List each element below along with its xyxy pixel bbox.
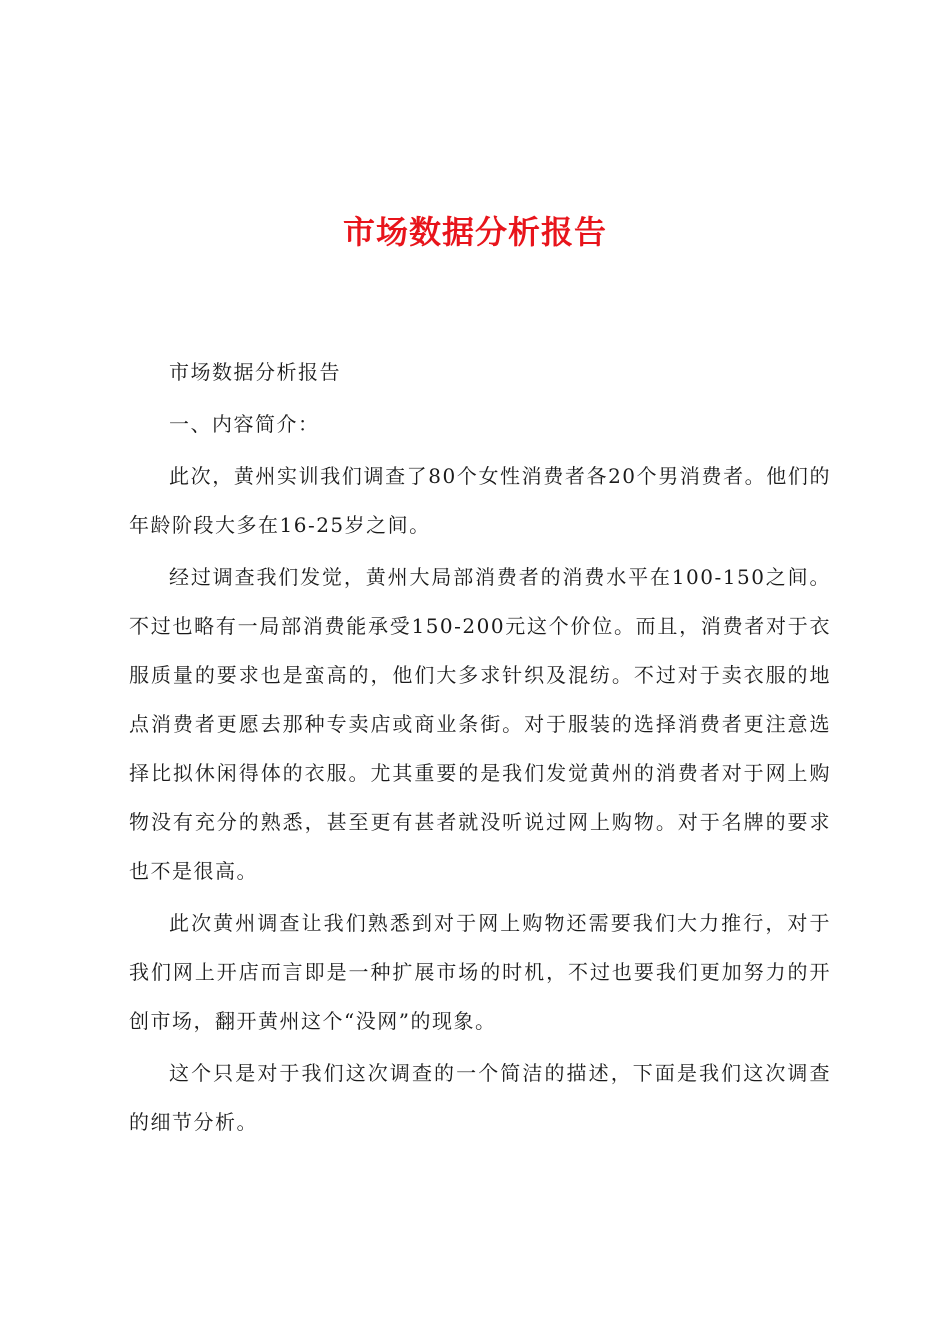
paragraph-heading: 市场数据分析报告: [169, 360, 341, 384]
paragraph-online-shopping: 此次黄州调查让我们熟悉到对于网上购物还需要我们大力推行，对于我们网上开店而言即是一种扩展市场的时机，不过也要我们更加努力的开创市场，翻开黄州这个“没网”的现象。: [129, 911, 831, 1033]
paragraph-findings: 经过调查我们发觉，黄州大局部消费者的消费水平在100-150之间。不过也略有一局部消费能承受150-200元这个价位。而且，消费者对于衣服质量的要求也是蛮高的，他们大多求针织及混纺。不过对于卖衣服的地点消费者更愿去那种专卖店或商业条街。对于服装的选择消费者更注意选择比拟休闲得体的衣服。尤其重要的是我们发觉黄州的消费者对于网上购物没有充分的熟悉，甚至更有甚者就没听说过网上购物。对于名牌的要求也不是很高。: [129, 565, 831, 883]
document-title: 市场数据分析报告: [342, 213, 607, 251]
paragraph-survey-summary: 此次，黄州实训我们调查了80个女性消费者各20个男消费者。他们的年龄阶段大多在16-25岁之间。: [129, 464, 831, 537]
paragraph-section-heading: 一、内容简介：: [169, 412, 320, 436]
document-body: [129, 348, 831, 1150]
paragraph-closing: 这个只是对于我们这次调查的一个简洁的描述，下面是我们这次调查的细节分析。: [129, 1061, 831, 1134]
